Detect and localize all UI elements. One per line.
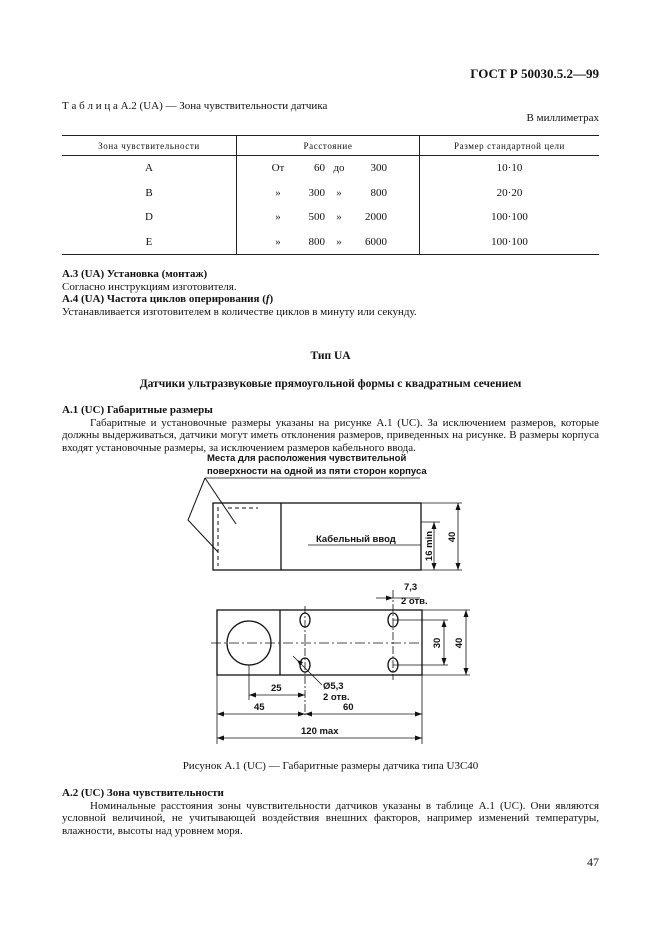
cell-target: 100·100 (420, 230, 600, 255)
dim-16min: 16 min (424, 530, 435, 562)
dim-45: 45 (254, 702, 265, 713)
type-title: Тип UA (310, 350, 351, 362)
a4-title-suffix: ) (269, 293, 274, 305)
dim-40-top: 40 (447, 531, 458, 543)
dim-60: 60 (343, 702, 354, 713)
dim-120max: 120 max (301, 726, 339, 737)
section-a2 (62, 787, 599, 837)
range-from: 300 (308, 186, 325, 199)
cell-zone: E (62, 230, 237, 255)
standard-header: ГОСТ Р 50030.5.2—99 (470, 66, 599, 81)
range-mid: » (336, 211, 342, 224)
figure-note-line2: поверхности на одной из пяти сторон корпуса (207, 466, 427, 477)
range-from: 800 (308, 235, 325, 248)
dim-25: 25 (271, 683, 282, 694)
range-mid: » (336, 186, 342, 199)
column-header-distance: Расстояние (237, 136, 420, 156)
cell-target: 10·10 (420, 156, 600, 181)
dim-40-bottom: 40 (454, 637, 465, 649)
a4-title-prefix: А.4 (UA) Частота циклов оперирования ( (62, 293, 266, 305)
range-from: 60 (314, 162, 325, 175)
a1-text: Габаритные и установочные размеры указаны на рисунке А.1 (UC). За исключением размеров, которые должны выдерживаться, датчики могут иметь отклонения размеров, приведенных на рисунке. В размеры корпуса входят установочные размеры, за исключением размеров кабельного ввода. (62, 416, 599, 454)
dim-diameter: Ø5,3 (323, 681, 344, 692)
figure-caption: Рисунок А.1 (UC) — Габаритные размеры датчика типа U3C40 (182, 760, 479, 772)
dim-2-holes-top: 2 отв. (401, 596, 428, 607)
a3-title: А.3 (UA) Установка (монтаж) (62, 268, 208, 280)
range-from: 500 (308, 211, 325, 224)
range-to: 300 (370, 162, 387, 175)
a4-text: Устанавливается изготовителем в количестве циклов в минуту или секунду. (62, 305, 417, 318)
page-number: 47 (587, 855, 599, 869)
a2-title: А.2 (UC) Зона чувствительности (62, 787, 224, 799)
range-to: 6000 (365, 235, 387, 248)
a3-text: Согласно инструкциям изготовителя. (62, 280, 237, 293)
range-prefix: » (275, 211, 281, 224)
a4-title-symbol: f (265, 293, 270, 305)
dim-2-holes-bottom: 2 отв. (323, 692, 350, 703)
column-header-target: Размер стандартной цели (420, 136, 600, 156)
type-subtitle: Датчики ультразвуковые прямоугольной формы с квадратным сечением (139, 378, 522, 390)
dim-30: 30 (432, 637, 443, 649)
column-header-zone: Зона чувствительности (62, 136, 237, 156)
table-caption-prefix: Т а б л и ц а (62, 100, 118, 112)
cell-zone: A (145, 162, 153, 175)
a2-text: Номинальные расстояния зоны чувствительности датчиков указаны в таблице А.1 (UC). Они являются условной величиной, не учитывающей воздействия внешних факторов, например изменений температуры, влажности, высоты над уровнем моря. (62, 799, 599, 837)
range-to: 2000 (365, 211, 387, 224)
dim-7-3: 7,3 (404, 582, 418, 593)
table-unit: В миллиметрах (526, 112, 599, 124)
cell-zone: B (145, 186, 153, 199)
a1-title: А.1 (UC) Габаритные размеры (62, 404, 213, 416)
leader-line (205, 478, 236, 524)
range-mid: до (333, 162, 345, 175)
range-prefix: » (275, 186, 281, 199)
range-mid: » (336, 235, 342, 248)
range-prefix: От (271, 162, 285, 175)
cable-entry-label: Кабельный ввод (316, 534, 396, 545)
table-caption-text: А.2 (UA) — Зона чувствительности датчика (120, 100, 328, 112)
cell-zone: D (145, 211, 153, 224)
cell-target: 20·20 (420, 181, 600, 206)
figure-note-line1: Места для расположения чувствительной (207, 453, 407, 464)
range-to: 800 (370, 186, 387, 199)
cell-target: 100·100 (420, 205, 600, 230)
range-prefix: » (275, 235, 281, 248)
